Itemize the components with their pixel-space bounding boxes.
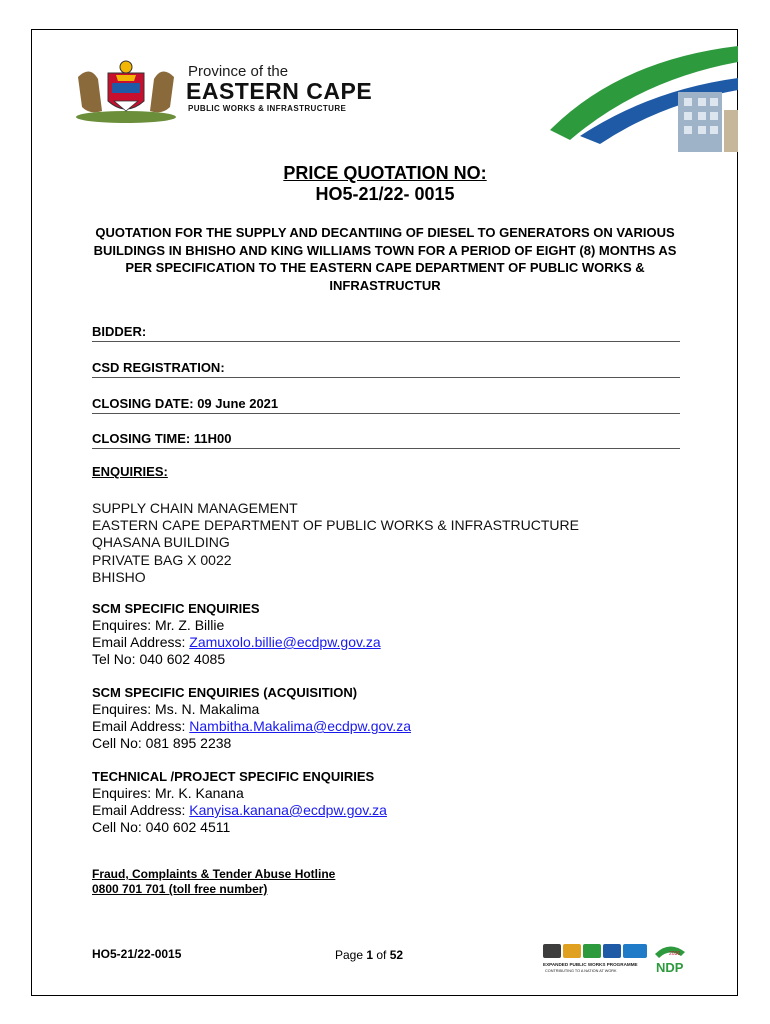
hotline-title: Fraud, Complaints & Tender Abuse Hotline	[92, 867, 336, 881]
address-line: QHASANA BUILDING	[92, 534, 230, 551]
contact-phone: Cell No: 081 895 2238	[92, 735, 232, 751]
quotation-number: HO5-21/22- 0015	[315, 184, 455, 204]
email-link[interactable]: Kanyisa.kanana@ecdpw.gov.za	[189, 802, 387, 818]
epwp-ndp-logos	[543, 942, 691, 978]
csd-registration-field: CSD REGISTRATION:	[92, 360, 680, 378]
scm-enquiries-block	[92, 600, 381, 668]
fraud-hotline	[92, 867, 335, 897]
contact-heading: TECHNICAL /PROJECT SPECIFIC ENQUIRIES	[92, 769, 375, 784]
page-total: 52	[389, 948, 404, 962]
address-line: EASTERN CAPE DEPARTMENT OF PUBLIC WORKS & INFRASTRUCTURE	[92, 517, 579, 534]
quotation-description: QUOTATION FOR THE SUPPLY AND DECANTIING OF DIESEL TO GENERATORS ON VARIOUS BUILDINGS IN BHISHO AND KING WILLIAMS TOWN FOR A PERIOD OF EIGHT (8) MONTHS AS PER SPECIFICATION TO THE EASTERN CAPE DEPARTMENT OF PUBLIC WORKS & INFRASTRUCTUR	[93, 225, 677, 293]
email-label: Email Address:	[92, 718, 190, 734]
page-middle: of	[373, 948, 390, 962]
ndp-year: 2030	[669, 951, 681, 957]
contact-heading: SCM SPECIFIC ENQUIRIES	[92, 601, 260, 616]
page-prefix: Page	[335, 948, 367, 962]
email-link[interactable]: Zamuxolo.billie@ecdpw.gov.za	[189, 634, 381, 650]
address-line: SUPPLY CHAIN MANAGEMENT	[92, 500, 298, 516]
logo-province-name: EASTERN CAPE	[186, 78, 373, 104]
contact-phone: Tel No: 040 602 4085	[92, 651, 226, 667]
email-label: Email Address:	[92, 634, 190, 650]
quotation-title: PRICE QUOTATION NO:	[283, 163, 487, 183]
bidder-field: BIDDER:	[92, 324, 680, 342]
address-line: PRIVATE BAG X 0022	[92, 551, 232, 568]
address-line: BHISHO	[92, 568, 146, 585]
closing-date-field: CLOSING DATE: 09 June 2021	[92, 396, 680, 414]
page-current: 1	[366, 948, 374, 962]
closing-time-field: CLOSING TIME: 11H00	[92, 431, 680, 449]
page-number	[335, 948, 403, 962]
epwp-subtext: CONTRIBUTING TO A NATION AT WORK	[545, 969, 617, 973]
logo-department-name: PUBLIC WORKS & INFRASTRUCTURE	[188, 104, 347, 113]
contact-phone: Cell No: 040 602 4511	[92, 819, 231, 835]
contact-person: Enquires: Mr. K. Kanana	[92, 785, 244, 801]
hotline-number: 0800 701 701 (toll free number)	[92, 882, 268, 896]
logo-province-label: Province of the	[188, 63, 289, 80]
scm-acquisition-enquiries-block	[92, 684, 411, 752]
building-graphic	[550, 40, 738, 160]
ndp-logo-text: NDP	[656, 960, 684, 975]
epwp-text: EXPANDED PUBLIC WORKS PROGRAMME	[543, 962, 638, 967]
enquiries-heading: ENQUIRIES:	[92, 464, 168, 479]
email-label: Email Address:	[92, 802, 190, 818]
technical-enquiries-block	[92, 768, 387, 836]
email-link[interactable]: Nambitha.Makalima@ecdpw.gov.za	[189, 718, 411, 734]
contact-person: Enquires: Mr. Z. Billie	[92, 617, 225, 633]
contact-heading: SCM SPECIFIC ENQUIRIES (ACQUISITION)	[92, 685, 358, 700]
coat-of-arms-logo	[68, 57, 184, 125]
enquiries-address	[92, 500, 579, 586]
contact-person: Enquires: Ms. N. Makalima	[92, 701, 260, 717]
footer-reference: HO5-21/22-0015	[92, 947, 182, 961]
